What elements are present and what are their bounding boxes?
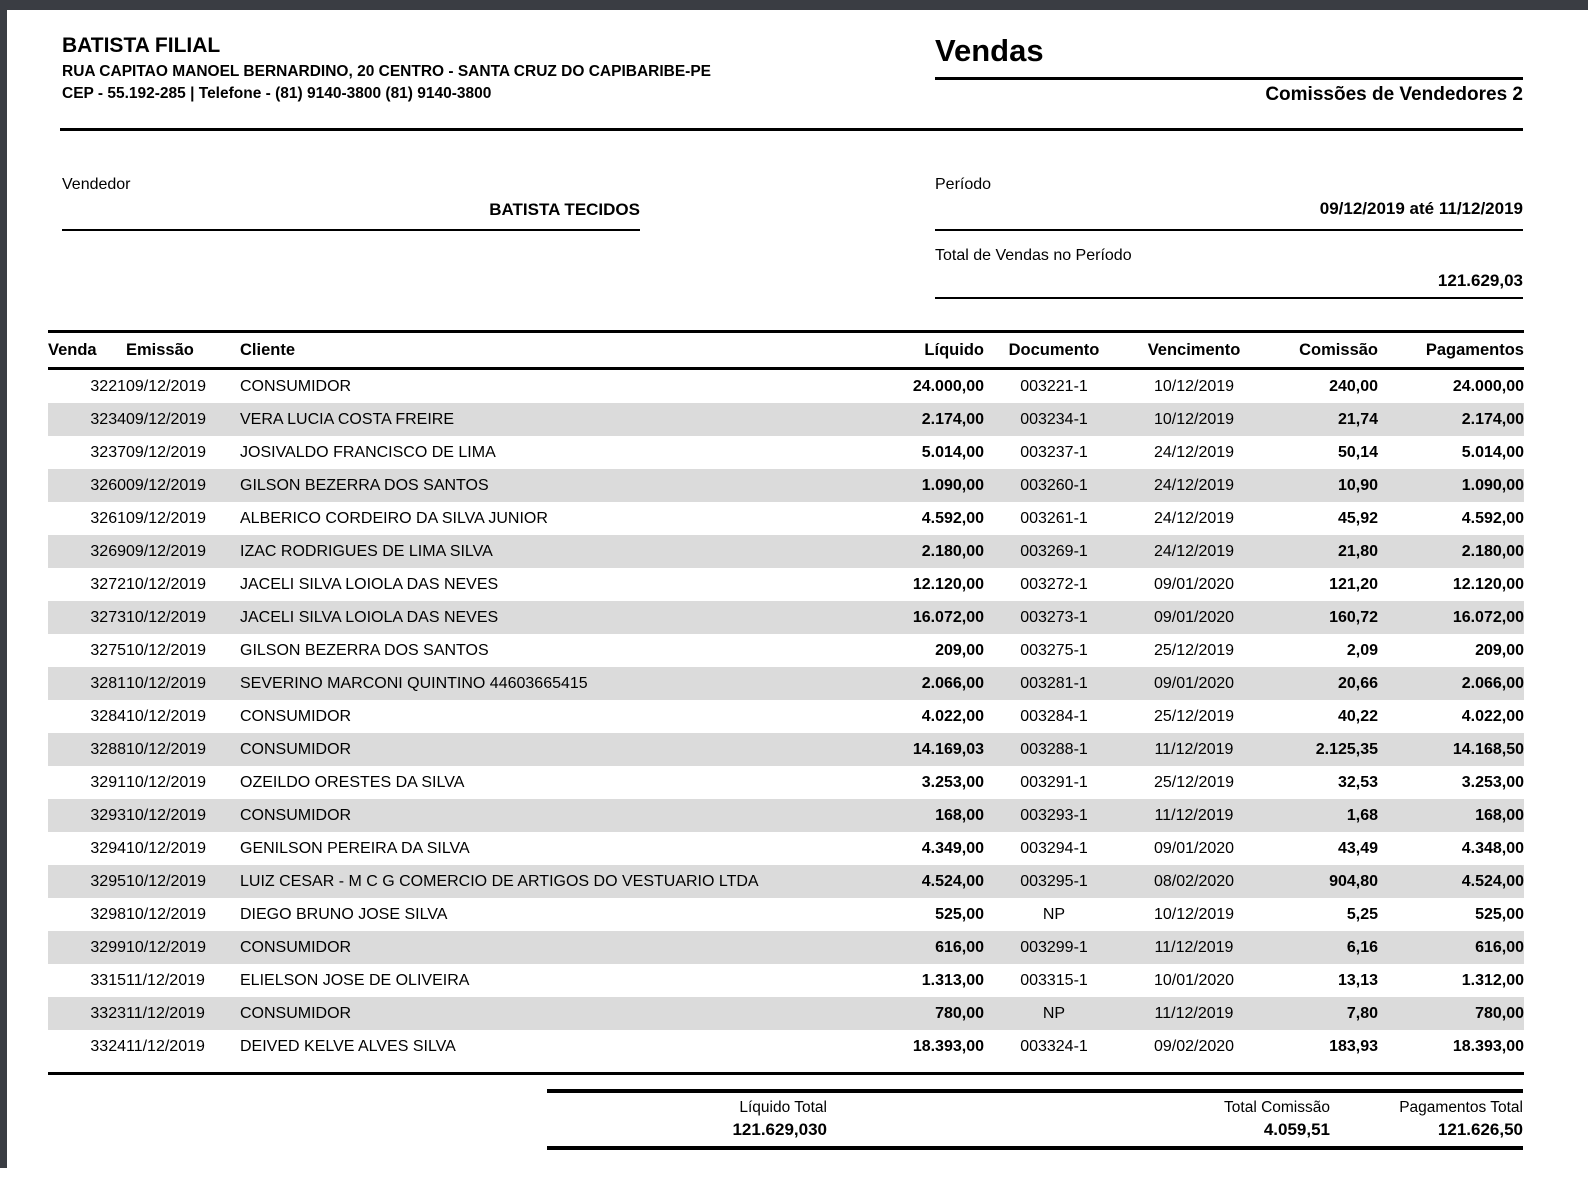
totals-top-rule <box>547 1089 1523 1093</box>
report-title: Vendas <box>935 33 1044 68</box>
cell-documento: 003272-1 <box>1020 575 1088 593</box>
cell-comissao: 13,13 <box>1337 971 1378 989</box>
cell-emissao: 09/12/2019 <box>126 443 207 461</box>
table-row <box>48 601 1524 634</box>
cell-pagamentos: 616,00 <box>1475 938 1524 956</box>
table-row <box>48 865 1524 898</box>
table-row <box>48 898 1524 931</box>
cell-vencimento: 09/01/2020 <box>1153 608 1235 626</box>
cell-emissao: 11/12/2019 <box>126 1037 205 1055</box>
cell-venda: 3315 <box>90 971 126 989</box>
table-row <box>48 832 1524 865</box>
cell-liquido: 5.014,00 <box>921 443 984 461</box>
cell-comissao: 10,90 <box>1337 476 1378 494</box>
cell-pagamentos: 4.524,00 <box>1461 872 1524 890</box>
table-bottom-rule <box>48 1072 1524 1075</box>
cell-documento: 003281-1 <box>1020 674 1088 692</box>
cell-cliente: CONSUMIDOR <box>240 740 352 758</box>
cell-documento: 003293-1 <box>1020 806 1088 824</box>
cell-venda: 3323 <box>90 1004 126 1022</box>
liquido-total-value: 121.629,030 <box>732 1120 827 1139</box>
cell-emissao: 10/12/2019 <box>126 839 207 857</box>
cell-pagamentos: 1.312,00 <box>1461 971 1524 989</box>
cell-venda: 3291 <box>90 773 126 791</box>
cell-comissao: 183,93 <box>1329 1037 1378 1055</box>
cell-vencimento: 25/12/2019 <box>1153 641 1235 659</box>
periodo-value: 09/12/2019 até 11/12/2019 <box>1319 199 1523 218</box>
cell-pagamentos: 12.120,00 <box>1452 575 1524 593</box>
cell-emissao: 11/12/2019 <box>126 1004 205 1022</box>
cell-emissao: 10/12/2019 <box>126 905 207 923</box>
cell-cliente: CONSUMIDOR <box>240 938 352 956</box>
cell-cliente: GILSON BEZERRA DOS SANTOS <box>240 641 489 659</box>
column-header-vencimento: Vencimento <box>1124 332 1264 369</box>
cell-emissao: 10/12/2019 <box>126 608 207 626</box>
cell-comissao: 2,09 <box>1346 641 1378 659</box>
cell-documento: 003273-1 <box>1020 608 1088 626</box>
cell-vencimento: 10/12/2019 <box>1153 905 1235 923</box>
cell-emissao: 09/12/2019 <box>126 377 207 395</box>
cell-emissao: 10/12/2019 <box>126 575 207 593</box>
cell-cliente: IZAC RODRIGUES DE LIMA SILVA <box>240 542 493 560</box>
cell-comissao: 6,16 <box>1346 938 1378 956</box>
cell-liquido: 525,00 <box>935 905 984 923</box>
total-comissao-value: 4.059,51 <box>1263 1120 1330 1139</box>
cell-emissao: 10/12/2019 <box>126 740 207 758</box>
cell-cliente: JOSIVALDO FRANCISCO DE LIMA <box>240 443 496 461</box>
column-header-documento: Documento <box>984 332 1124 369</box>
cell-cliente: GENILSON PEREIRA DA SILVA <box>240 839 470 857</box>
cell-liquido: 4.349,00 <box>921 839 984 857</box>
cell-cliente: CONSUMIDOR <box>240 806 352 824</box>
cell-vencimento: 11/12/2019 <box>1154 938 1234 956</box>
cell-vencimento: 25/12/2019 <box>1153 773 1235 791</box>
cell-pagamentos: 2.066,00 <box>1461 674 1524 692</box>
pagamentos-total-label: Pagamentos Total <box>1399 1099 1523 1116</box>
cell-emissao: 10/12/2019 <box>126 773 207 791</box>
cell-pagamentos: 3.253,00 <box>1461 773 1524 791</box>
cell-vencimento: 25/12/2019 <box>1153 707 1235 725</box>
cell-pagamentos: 24.000,00 <box>1452 377 1524 395</box>
table-row <box>48 502 1524 535</box>
cell-vencimento: 24/12/2019 <box>1153 509 1235 527</box>
vendedor-underline <box>62 229 640 231</box>
table-row <box>48 700 1524 733</box>
column-header-pagamentos: Pagamentos <box>1378 332 1524 369</box>
cell-cliente: DIEGO BRUNO JOSE SILVA <box>240 905 448 923</box>
cell-liquido: 24.000,00 <box>912 377 984 395</box>
cell-cliente: SEVERINO MARCONI QUINTINO 44603665415 <box>240 674 588 692</box>
cell-pagamentos: 2.174,00 <box>1461 410 1524 428</box>
cell-comissao: 43,49 <box>1337 839 1378 857</box>
cell-liquido: 168,00 <box>935 806 984 824</box>
cell-documento: 003299-1 <box>1020 938 1088 956</box>
column-header-cliente: Cliente <box>240 332 886 369</box>
page-frame-left <box>0 0 7 1168</box>
cell-documento: 003237-1 <box>1020 443 1088 461</box>
column-header-emissao: Emissão <box>126 332 240 369</box>
header-divider <box>60 128 1523 131</box>
cell-documento: 003260-1 <box>1020 476 1088 494</box>
cell-comissao: 1,68 <box>1346 806 1378 824</box>
cell-cliente: DEIVED KELVE ALVES SILVA <box>240 1037 456 1055</box>
cell-liquido: 209,00 <box>935 641 984 659</box>
cell-liquido: 18.393,00 <box>912 1037 984 1055</box>
cell-emissao: 10/12/2019 <box>126 872 207 890</box>
cell-venda: 3299 <box>90 938 126 956</box>
cell-vencimento: 08/02/2020 <box>1153 872 1235 890</box>
cell-pagamentos: 4.022,00 <box>1461 707 1524 725</box>
cell-comissao: 40,22 <box>1337 707 1378 725</box>
cell-emissao: 09/12/2019 <box>126 476 207 494</box>
total-comissao-label: Total Comissão <box>1224 1099 1330 1116</box>
cell-emissao: 10/12/2019 <box>126 938 207 956</box>
table-row <box>48 667 1524 700</box>
cell-documento: 003261-1 <box>1020 509 1088 527</box>
cell-comissao: 904,80 <box>1329 872 1378 890</box>
cell-pagamentos: 18.393,00 <box>1452 1037 1524 1055</box>
company-address-line2: CEP - 55.192-285 | Telefone - (81) 9140-3800 (81) 9140-3800 <box>62 85 492 103</box>
cell-pagamentos: 2.180,00 <box>1461 542 1524 560</box>
total-vendas-value: 121.629,03 <box>1437 271 1523 290</box>
cell-venda: 3295 <box>90 872 126 890</box>
cell-documento: 003295-1 <box>1020 872 1088 890</box>
cell-pagamentos: 780,00 <box>1475 1004 1524 1022</box>
cell-venda: 3281 <box>90 674 126 692</box>
cell-cliente: VERA LUCIA COSTA FREIRE <box>240 410 454 428</box>
cell-emissao: 10/12/2019 <box>126 707 207 725</box>
cell-liquido: 14.169,03 <box>912 740 984 758</box>
cell-comissao: 50,14 <box>1337 443 1378 461</box>
cell-vencimento: 09/01/2020 <box>1153 575 1235 593</box>
cell-emissao: 11/12/2019 <box>126 971 205 989</box>
cell-liquido: 2.174,00 <box>921 410 984 428</box>
cell-vencimento: 09/02/2020 <box>1153 1037 1235 1055</box>
cell-cliente: CONSUMIDOR <box>240 377 352 395</box>
company-header <box>62 34 711 105</box>
cell-pagamentos: 525,00 <box>1475 905 1524 923</box>
cell-emissao: 09/12/2019 <box>126 410 207 428</box>
cell-documento: 003288-1 <box>1020 740 1088 758</box>
table-header-row <box>48 332 1524 369</box>
cell-cliente: ELIELSON JOSE DE OLIVEIRA <box>240 971 470 989</box>
cell-venda: 3298 <box>90 905 126 923</box>
cell-liquido: 2.066,00 <box>921 674 984 692</box>
total-vendas-underline <box>935 297 1523 299</box>
cell-cliente: GILSON BEZERRA DOS SANTOS <box>240 476 489 494</box>
cell-comissao: 5,25 <box>1346 905 1378 923</box>
cell-pagamentos: 5.014,00 <box>1461 443 1524 461</box>
vendedor-label: Vendedor <box>62 176 131 193</box>
cell-comissao: 240,00 <box>1329 377 1378 395</box>
cell-documento: 003315-1 <box>1020 971 1088 989</box>
table-row <box>48 369 1524 404</box>
cell-documento: 003291-1 <box>1020 773 1088 791</box>
cell-venda: 3272 <box>90 575 126 593</box>
cell-cliente: JACELI SILVA LOIOLA DAS NEVES <box>240 608 499 626</box>
cell-vencimento: 09/01/2020 <box>1153 674 1235 692</box>
table-row <box>48 469 1524 502</box>
cell-liquido: 2.180,00 <box>921 542 984 560</box>
cell-emissao: 10/12/2019 <box>126 674 207 692</box>
cell-vencimento: 10/01/2020 <box>1153 971 1235 989</box>
cell-cliente: JACELI SILVA LOIOLA DAS NEVES <box>240 575 499 593</box>
cell-venda: 3261 <box>90 509 126 527</box>
cell-venda: 3288 <box>90 740 126 758</box>
cell-venda: 3293 <box>90 806 126 824</box>
table-row <box>48 799 1524 832</box>
cell-venda: 3269 <box>90 542 126 560</box>
table-row <box>48 766 1524 799</box>
table-row <box>48 733 1524 766</box>
column-header-liquido: Líquido <box>886 332 984 369</box>
cell-venda: 3273 <box>90 608 126 626</box>
cell-venda: 3221 <box>90 377 126 395</box>
cell-documento: 003324-1 <box>1020 1037 1088 1055</box>
vendedor-value: BATISTA TECIDOS <box>489 200 640 219</box>
cell-vencimento: 11/12/2019 <box>1154 1004 1234 1022</box>
cell-liquido: 1.090,00 <box>921 476 984 494</box>
cell-comissao: 45,92 <box>1337 509 1378 527</box>
cell-liquido: 16.072,00 <box>912 608 984 626</box>
cell-vencimento: 11/12/2019 <box>1154 740 1234 758</box>
total-vendas-label: Total de Vendas no Período <box>935 247 1132 264</box>
cell-cliente: ALBERICO CORDEIRO DA SILVA JUNIOR <box>240 509 548 527</box>
cell-emissao: 09/12/2019 <box>126 542 207 560</box>
cell-emissao: 09/12/2019 <box>126 509 207 527</box>
cell-venda: 3237 <box>90 443 126 461</box>
cell-pagamentos: 14.168,50 <box>1452 740 1524 758</box>
report-subtitle: Comissões de Vendedores 2 <box>1265 84 1523 105</box>
column-header-comissao: Comissão <box>1264 332 1378 369</box>
table-row <box>48 535 1524 568</box>
table-row <box>48 931 1524 964</box>
cell-documento: 003284-1 <box>1020 707 1088 725</box>
cell-cliente: CONSUMIDOR <box>240 1004 352 1022</box>
title-underline <box>935 77 1523 80</box>
cell-liquido: 1.313,00 <box>921 971 984 989</box>
cell-comissao: 160,72 <box>1329 608 1378 626</box>
cell-comissao: 20,66 <box>1337 674 1378 692</box>
cell-liquido: 4.524,00 <box>921 872 984 890</box>
company-address-line1: RUA CAPITAO MANOEL BERNARDINO, 20 CENTRO - SANTA CRUZ DO CAPIBARIBE-PE <box>62 63 712 81</box>
cell-liquido: 780,00 <box>935 1004 984 1022</box>
cell-comissao: 7,80 <box>1346 1004 1378 1022</box>
cell-vencimento: 10/12/2019 <box>1153 377 1235 395</box>
cell-documento: NP <box>1042 1004 1066 1022</box>
table-row <box>48 634 1524 667</box>
company-name: BATISTA FILIAL <box>62 34 221 57</box>
column-header-venda: Venda <box>48 332 126 369</box>
cell-comissao: 21,74 <box>1337 410 1378 428</box>
cell-comissao: 21,80 <box>1337 542 1378 560</box>
cell-documento: 003269-1 <box>1020 542 1088 560</box>
cell-liquido: 12.120,00 <box>912 575 984 593</box>
sales-table <box>48 330 1524 1063</box>
cell-liquido: 3.253,00 <box>921 773 984 791</box>
cell-pagamentos: 168,00 <box>1475 806 1524 824</box>
cell-documento: 003234-1 <box>1020 410 1088 428</box>
cell-comissao: 2.125,35 <box>1315 740 1378 758</box>
cell-pagamentos: 4.348,00 <box>1461 839 1524 857</box>
cell-emissao: 10/12/2019 <box>126 641 207 659</box>
cell-liquido: 4.022,00 <box>921 707 984 725</box>
cell-emissao: 10/12/2019 <box>126 806 207 824</box>
page-frame-top <box>0 0 1588 10</box>
cell-liquido: 4.592,00 <box>921 509 984 527</box>
cell-vencimento: 24/12/2019 <box>1153 476 1235 494</box>
cell-cliente: CONSUMIDOR <box>240 707 352 725</box>
table-row <box>48 964 1524 997</box>
cell-pagamentos: 209,00 <box>1475 641 1524 659</box>
liquido-total-label: Líquido Total <box>739 1099 827 1116</box>
cell-vencimento: 10/12/2019 <box>1153 410 1235 428</box>
cell-cliente: OZEILDO ORESTES DA SILVA <box>240 773 465 791</box>
periodo-label: Período <box>935 176 992 193</box>
cell-comissao: 121,20 <box>1329 575 1378 593</box>
cell-venda: 3324 <box>90 1037 126 1055</box>
table-row <box>48 436 1524 469</box>
cell-pagamentos: 4.592,00 <box>1461 509 1524 527</box>
cell-liquido: 616,00 <box>935 938 984 956</box>
table-row <box>48 403 1524 436</box>
cell-pagamentos: 1.090,00 <box>1461 476 1524 494</box>
cell-documento: NP <box>1042 905 1066 923</box>
cell-vencimento: 24/12/2019 <box>1153 542 1235 560</box>
cell-venda: 3234 <box>90 410 126 428</box>
pagamentos-total-value: 121.626,50 <box>1437 1120 1523 1139</box>
cell-documento: 003221-1 <box>1020 377 1088 395</box>
cell-vencimento: 09/01/2020 <box>1153 839 1235 857</box>
cell-documento: 003275-1 <box>1020 641 1088 659</box>
cell-documento: 003294-1 <box>1020 839 1088 857</box>
cell-venda: 3284 <box>90 707 126 725</box>
table-row <box>48 568 1524 601</box>
cell-vencimento: 24/12/2019 <box>1153 443 1235 461</box>
cell-pagamentos: 16.072,00 <box>1452 608 1524 626</box>
cell-vencimento: 11/12/2019 <box>1154 806 1234 824</box>
cell-venda: 3260 <box>90 476 126 494</box>
cell-comissao: 32,53 <box>1337 773 1378 791</box>
totals-bottom-rule <box>547 1146 1523 1150</box>
periodo-underline <box>935 229 1523 231</box>
table-row <box>48 997 1524 1030</box>
cell-venda: 3294 <box>90 839 126 857</box>
cell-venda: 3275 <box>90 641 126 659</box>
table-row <box>48 1030 1524 1063</box>
cell-cliente: LUIZ CESAR - M C G COMERCIO DE ARTIGOS DO VESTUARIO LTDA <box>240 872 759 890</box>
